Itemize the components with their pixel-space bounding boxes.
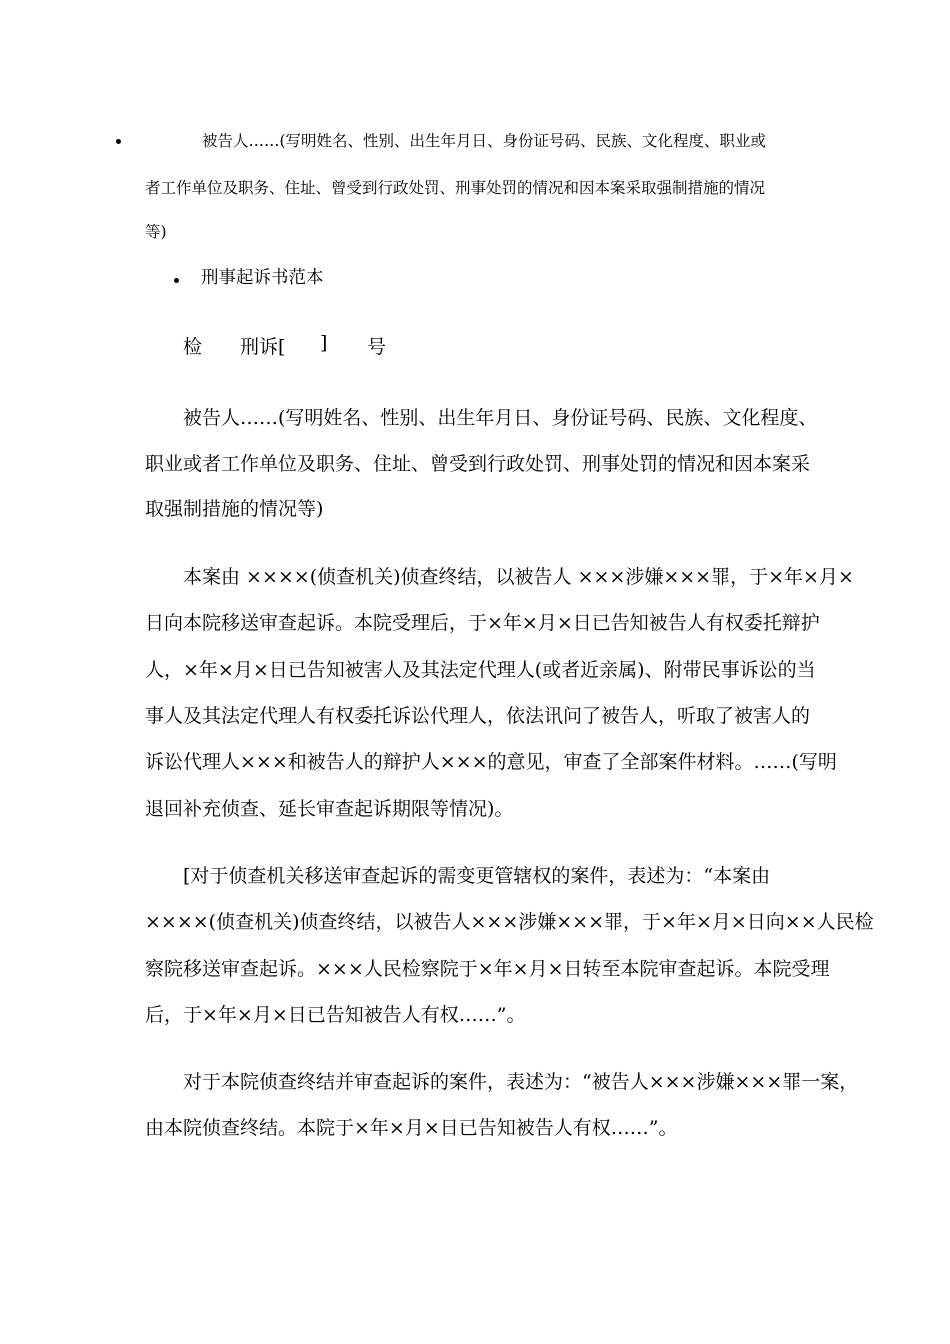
defendant-line-1: 被告人……(写明姓名、性别、出生年月日、身份证号码、民族、文化程度、 [183, 407, 818, 429]
self-investigation-line-2: 由本院侦查终结。本院于×年×月×日已告知被告人有权……”。 [145, 1117, 678, 1139]
doc-number-prefix: 检 [183, 336, 203, 358]
jurisdiction-line-3: 察院移送审查起诉。×××人民检察院于×年×月×日转至本院审查起诉。本院受理 [145, 958, 830, 980]
bullet-dot [116, 139, 121, 144]
jurisdiction-line-1: [对于侦查机关移送审查起诉的需变更管辖权的案件，表述为：“本案由 [183, 865, 771, 887]
self-investigation-line-1: 对于本院侦查终结并审查起诉的案件，表述为：“被告人×××涉嫌×××罪一案， [183, 1071, 859, 1093]
case-line-5: 诉讼代理人×××和被告人的辩护人×××的意见，审查了全部案件材料。……(写明 [145, 751, 837, 773]
case-line-3: 人，×年×月×日已告知被害人及其法定代理人(或者近亲属)、附带民事诉讼的当 [145, 659, 816, 681]
case-line-1: 本案由 ××××(侦查机关)侦查终结，以被告人 ×××涉嫌×××罪，于×年×月× [183, 566, 854, 588]
intro-line-3: 等) [145, 223, 167, 241]
jurisdiction-line-4: 后，于×年×月×日已告知被告人有权……”。 [145, 1004, 526, 1026]
case-line-6: 退回补充侦查、延长审查起诉期限等情况)。 [145, 798, 514, 820]
section-title: 刑事起诉书范本 [201, 268, 324, 288]
case-line-4: 事人及其法定代理人有权委托诉讼代理人，依法讯问了被告人，听取了被害人的 [145, 705, 811, 727]
doc-number-suffix: 号 [367, 336, 387, 358]
case-line-2: 日向本院移送审查起诉。本院受理后，于×年×月×日已告知被告人有权委托辩护 [145, 612, 820, 634]
defendant-line-3: 取强制措施的情况等) [145, 498, 324, 520]
bullet-dot [174, 278, 179, 283]
intro-line-1: 被告人……(写明姓名、性别、出生年月日、身份证号码、民族、文化程度、职业或 [202, 132, 767, 150]
defendant-line-2: 职业或者工作单位及职务、住址、曾受到行政处罚、刑事处罚的情况和因本案采 [145, 453, 811, 475]
doc-number-bracket-close: ] [320, 332, 328, 354]
doc-number-middle: 刑诉[ [240, 336, 286, 358]
jurisdiction-line-2: ××××(侦查机关)侦查终结，以被告人×××涉嫌×××罪，于×年×月×日向××人民检 [145, 911, 874, 933]
intro-line-2: 者工作单位及职务、住址、曾受到行政处罚、刑事处罚的情况和因本案采取强制措施的情况 [145, 179, 766, 197]
